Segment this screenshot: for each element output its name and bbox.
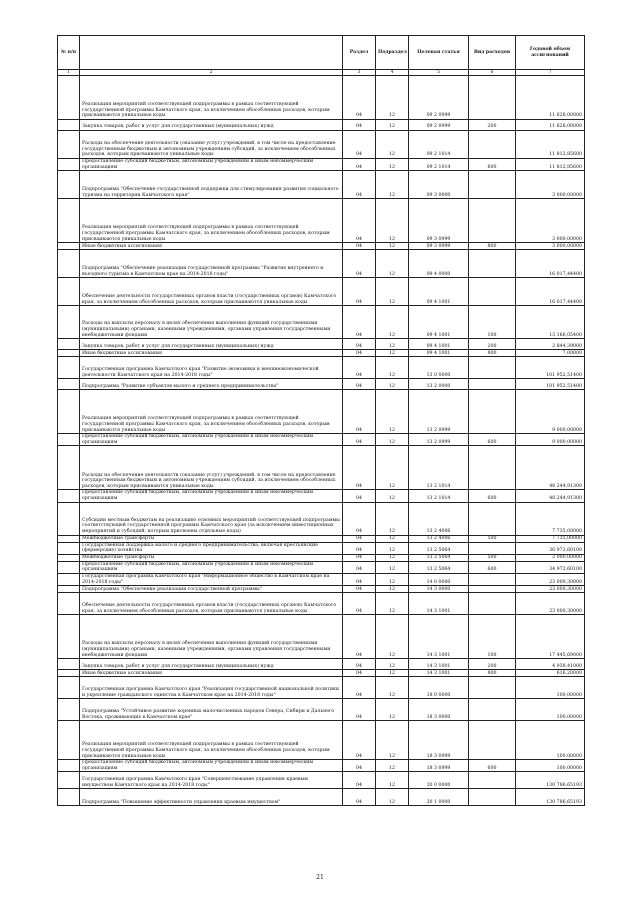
table-row [58, 199, 585, 243]
table-row [58, 554, 585, 561]
amount-cell: 101 952,51400 [516, 357, 585, 379]
podrazdel-cell: 12 [376, 772, 409, 789]
expense-type-cell: 200 [469, 120, 516, 131]
expense-type-cell: 800 [469, 243, 516, 250]
amount-cell: 3 000,00000 [516, 199, 585, 243]
expense-type-cell [469, 502, 516, 535]
expense-type-cell: 100 [469, 306, 516, 339]
target-article-cell: 09 2 1014 [409, 159, 469, 171]
num-cell [58, 699, 80, 721]
item-name: Предоставление субсидий бюджетным, автономным учреждениям и иным некоммерческим организациям [80, 760, 343, 772]
razdel-cell: 04 [343, 357, 376, 379]
razdel-cell: 04 [343, 171, 376, 199]
num-cell [58, 379, 80, 390]
podrazdel-cell: 12 [376, 490, 409, 502]
podrazdel-cell: 12 [376, 357, 409, 379]
column-number: 1 [58, 70, 80, 76]
item-name: Субсидии местным бюджетам на реализацию основных мероприятий соответствующей подпрограммы соответствующей государственной программы Камчатского края (за исключением инвестиционных мероприятий и субсидий, которым присвоены отдельные коды) [80, 502, 343, 535]
expense-type-cell: 600 [469, 760, 516, 772]
item-name: Государственная программа Камчатского края "Совершенствование управления краевым имуществом Камчатского края на 2014-2018 годы" [80, 772, 343, 789]
podrazdel-cell: 12 [376, 171, 409, 199]
num-cell [58, 615, 80, 659]
num-cell [58, 760, 80, 772]
razdel-cell: 04 [343, 760, 376, 772]
table-row [58, 593, 585, 615]
table-row [58, 76, 585, 120]
expense-type-cell [469, 76, 516, 120]
amount-cell: 48 244,91300 [516, 446, 585, 490]
razdel-cell: 04 [343, 159, 376, 171]
podrazdel-cell: 12 [376, 159, 409, 171]
num-cell [58, 535, 80, 542]
podrazdel-cell: 12 [376, 659, 409, 670]
amount-cell: 130 786,65193 [516, 772, 585, 789]
expense-type-cell: 500 [469, 535, 516, 542]
razdel-cell: 04 [343, 434, 376, 446]
item-name: Обеспечение деятельности государственных органов власти (государственных органов) Камчатского края, за исключением обособленных расходов, которым присваиваются уникальные коды [80, 278, 343, 306]
expense-type-cell [469, 573, 516, 585]
podrazdel-cell: 12 [376, 131, 409, 159]
table-row [58, 659, 585, 670]
podrazdel-cell: 12 [376, 502, 409, 535]
target-article-cell: 14 3 0000 [409, 586, 469, 593]
amount-cell: 11 628,00000 [516, 120, 585, 131]
item-name: Предоставление субсидий бюджетным, автономным учреждениям и иным некоммерческим организациям [80, 434, 343, 446]
podrazdel-cell: 12 [376, 350, 409, 357]
razdel-cell: 04 [343, 490, 376, 502]
razdel-cell: 04 [343, 586, 376, 593]
column-number: 7 [516, 70, 585, 76]
razdel-cell: 04 [343, 593, 376, 615]
podrazdel-cell: 12 [376, 593, 409, 615]
item-name: Подпрограмма "Обеспечение государственной поддержки для стимулирования развития социального туризма на территории Камчатского края" [80, 171, 343, 199]
podrazdel-cell: 12 [376, 760, 409, 772]
podrazdel-cell: 12 [376, 339, 409, 350]
amount-cell: 23 000,30000 [516, 586, 585, 593]
table-row [58, 561, 585, 573]
amount-cell: 36 972,60100 [516, 542, 585, 554]
num-cell [58, 120, 80, 131]
table-row [58, 434, 585, 446]
amount-cell: 23 000,30000 [516, 573, 585, 585]
table-row [58, 542, 585, 554]
podrazdel-cell: 12 [376, 789, 409, 806]
amount-cell: 34 972,60100 [516, 561, 585, 573]
expense-type-cell: 200 [469, 339, 516, 350]
razdel-cell: 04 [343, 278, 376, 306]
razdel-cell: 04 [343, 120, 376, 131]
header-num: № п/п [58, 36, 80, 70]
target-article-cell: 13 2 0000 [409, 379, 469, 390]
podrazdel-cell: 12 [376, 76, 409, 120]
podrazdel-cell: 12 [376, 243, 409, 250]
item-name: Расходы на выплаты персоналу в целях обеспечения выполнения функций государственными (муниципальными) органами, казенными учреждениями, органами управления государственными внебюджетными фондами [80, 306, 343, 339]
item-name: Государственная программа Камчатского края "Информационное общество в Камчатском крае на 2014-2018 годы" [80, 573, 343, 585]
table-row [58, 502, 585, 535]
expense-type-cell [469, 250, 516, 278]
expense-type-cell [469, 772, 516, 789]
amount-cell: 7 735,00000 [516, 502, 585, 535]
expense-type-cell: 200 [469, 659, 516, 670]
target-article-cell: 13 2 5064 [409, 542, 469, 554]
table-row [58, 615, 585, 659]
table-row [58, 490, 585, 502]
item-name: Закупка товаров, работ и услуг для государственных (муниципальных) нужд [80, 120, 343, 131]
table-row [58, 446, 585, 490]
podrazdel-cell: 12 [376, 677, 409, 699]
num-cell [58, 586, 80, 593]
column-number: 3 [343, 70, 376, 76]
target-article-cell: 13 2 0999 [409, 390, 469, 434]
expense-type-cell [469, 171, 516, 199]
podrazdel-cell: 12 [376, 434, 409, 446]
table-row [58, 789, 585, 806]
num-cell [58, 199, 80, 243]
table-row [58, 350, 585, 357]
table-row [58, 357, 585, 379]
item-name: Реализация мероприятий соответствующей подпрограммы в рамках соответствующей государственной программы Камчатского края, за исключением обособленных расходов, которым присваиваются уникальные коды [80, 390, 343, 434]
num-cell [58, 573, 80, 585]
amount-cell: 9 000,00000 [516, 434, 585, 446]
razdel-cell: 04 [343, 772, 376, 789]
item-name: Обеспечение деятельности государственных органов власти (государственных органов) Камчатского края, за исключением обособленных расходов, которым присваиваются уникальные коды [80, 593, 343, 615]
target-article-cell: 18 3 0999 [409, 721, 469, 760]
num-cell [58, 542, 80, 554]
item-name: Иные бюджетные ассигнования [80, 350, 343, 357]
table-row [58, 379, 585, 390]
expense-type-cell: 600 [469, 159, 516, 171]
target-article-cell: 13 2 4006 [409, 535, 469, 542]
table-row [58, 131, 585, 159]
target-article-cell: 13 0 0000 [409, 357, 469, 379]
amount-cell: 11 812,85600 [516, 159, 585, 171]
amount-cell: 130 786,65193 [516, 789, 585, 806]
num-cell [58, 490, 80, 502]
podrazdel-cell: 12 [376, 278, 409, 306]
expense-type-cell: 500 [469, 554, 516, 561]
podrazdel-cell: 12 [376, 670, 409, 677]
amount-cell: 2 000,00000 [516, 554, 585, 561]
item-name: Подпрограмма "Развитие субъектов малого и среднего предпринимательства" [80, 379, 343, 390]
target-article-cell: 13 2 5064 [409, 554, 469, 561]
target-article-cell: 14 3 1001 [409, 593, 469, 615]
num-cell [58, 131, 80, 159]
podrazdel-cell: 12 [376, 554, 409, 561]
expense-type-cell [469, 699, 516, 721]
item-name: Расходы на обеспечение деятельности (оказание услуг) учреждений, в том числе на предоставление государственным бюджетным и автономным учреждениям субсидий, за исключением обособленных расходов, которым присваиваются уникальные коды [80, 446, 343, 490]
table-header-row [58, 36, 585, 70]
item-name: Закупка товаров, работ и услуг для государственных (муниципальных) нужд [80, 339, 343, 350]
expense-type-cell [469, 586, 516, 593]
item-name: Предоставление субсидий бюджетным, автономным учреждениям и иным некоммерческим организациям [80, 561, 343, 573]
header-name [80, 36, 343, 70]
num-cell [58, 159, 80, 171]
expense-type-cell [469, 379, 516, 390]
num-cell [58, 278, 80, 306]
amount-cell: 16 017,44400 [516, 250, 585, 278]
razdel-cell: 04 [343, 390, 376, 434]
num-cell [58, 772, 80, 789]
budget-table [57, 35, 585, 806]
num-cell [58, 250, 80, 278]
podrazdel-cell: 12 [376, 199, 409, 243]
amount-cell: 9 000,00000 [516, 390, 585, 434]
razdel-cell: 04 [343, 131, 376, 159]
table-row [58, 278, 585, 306]
num-cell [58, 561, 80, 573]
razdel-cell: 04 [343, 659, 376, 670]
num-cell [58, 243, 80, 250]
razdel-cell: 04 [343, 573, 376, 585]
razdel-cell: 04 [343, 339, 376, 350]
table-row [58, 159, 585, 171]
expense-type-cell: 600 [469, 561, 516, 573]
expense-type-cell [469, 199, 516, 243]
target-article-cell: 13 2 1014 [409, 446, 469, 490]
razdel-cell: 04 [343, 670, 376, 677]
expense-type-cell [469, 789, 516, 806]
num-cell [58, 350, 80, 357]
num-cell [58, 171, 80, 199]
podrazdel-cell: 12 [376, 573, 409, 585]
razdel-cell: 04 [343, 306, 376, 339]
target-article-cell: 09 4 1001 [409, 339, 469, 350]
amount-cell: 48 244,91300 [516, 490, 585, 502]
razdel-cell: 04 [343, 76, 376, 120]
expense-type-cell [469, 131, 516, 159]
amount-cell: 13 166,05400 [516, 306, 585, 339]
num-cell [58, 554, 80, 561]
num-cell [58, 593, 80, 615]
razdel-cell: 04 [343, 699, 376, 721]
column-number: 4 [376, 70, 409, 76]
razdel-cell: 04 [343, 677, 376, 699]
num-cell [58, 670, 80, 677]
podrazdel-cell: 12 [376, 379, 409, 390]
target-article-cell: 20 1 0000 [409, 789, 469, 806]
podrazdel-cell: 12 [376, 542, 409, 554]
target-article-cell: 09 3 0999 [409, 199, 469, 243]
target-article-cell: 13 2 1014 [409, 490, 469, 502]
podrazdel-cell: 12 [376, 390, 409, 434]
num-cell [58, 677, 80, 699]
target-article-cell: 09 4 1001 [409, 350, 469, 357]
target-article-cell: 09 2 1014 [409, 131, 469, 159]
amount-cell: 3 000,00000 [516, 243, 585, 250]
column-number: 5 [409, 70, 469, 76]
table-row [58, 390, 585, 434]
num-cell [58, 502, 80, 535]
amount-cell: 100,00000 [516, 677, 585, 699]
item-name: Межбюджетные трансферты [80, 535, 343, 542]
amount-cell: 2 844,39000 [516, 339, 585, 350]
target-article-cell: 09 3 0000 [409, 171, 469, 199]
num-cell [58, 306, 80, 339]
table-row [58, 339, 585, 350]
razdel-cell: 04 [343, 615, 376, 659]
table-row [58, 699, 585, 721]
target-article-cell: 09 2 0999 [409, 76, 469, 120]
item-name: Расходы на выплаты персоналу в целях обеспечения выполнения функций государственными (муниципальными) органами, казенными учреждениями, органами управления государственными внебюджетными фондами [80, 615, 343, 659]
podrazdel-cell: 12 [376, 250, 409, 278]
target-article-cell: 18 3 0999 [409, 760, 469, 772]
table-row [58, 760, 585, 772]
item-name: Предоставление субсидий бюджетным, автономным учреждениям и иным некоммерческим организациям [80, 490, 343, 502]
header-razdel: Раздел [343, 36, 376, 70]
expense-type-cell [469, 721, 516, 760]
item-name: Иные бюджетные ассигнования [80, 243, 343, 250]
table-row [58, 772, 585, 789]
expense-type-cell [469, 677, 516, 699]
podrazdel-cell: 12 [376, 446, 409, 490]
target-article-cell: 18 3 0000 [409, 699, 469, 721]
amount-cell: 11 628,00000 [516, 76, 585, 120]
table-body [58, 76, 585, 806]
table-row [58, 535, 585, 542]
expense-type-cell: 100 [469, 615, 516, 659]
target-article-cell: 09 3 0999 [409, 243, 469, 250]
amount-cell: 100,00000 [516, 760, 585, 772]
target-article-cell: 09 4 1001 [409, 306, 469, 339]
podrazdel-cell: 12 [376, 535, 409, 542]
item-name: Реализация мероприятий соответствующей подпрограммы в рамках соответствующей государственной программы Камчатского края, за исключением обособленных расходов, которым присваиваются уникальные коды [80, 76, 343, 120]
item-name: Государственная программа Камчатского края "Реализация государственной национальной политики и укрепление гражданского единства в Камчатском крае на 2014-2018 годы" [80, 677, 343, 699]
table-row [58, 586, 585, 593]
num-cell [58, 789, 80, 806]
item-name: Государственная программа Камчатского края "Развитие экономики и внешнеэкономической деятельности Камчатского края на 2014-2018 годы" [80, 357, 343, 379]
item-name: Подпрограмма "Обеспечение реализации государственной программы "Развитие внутреннего и въездного туризма в Камчатском крае на 2014-2018 годы" [80, 250, 343, 278]
razdel-cell: 04 [343, 250, 376, 278]
target-article-cell: 20 0 0000 [409, 772, 469, 789]
razdel-cell: 04 [343, 199, 376, 243]
amount-cell: 100,00000 [516, 721, 585, 760]
num-cell [58, 721, 80, 760]
amount-cell: 4 938,41000 [516, 659, 585, 670]
num-cell [58, 659, 80, 670]
header-podrazdel: Подраздел [376, 36, 409, 70]
table-row [58, 250, 585, 278]
amount-cell: 23 000,30000 [516, 593, 585, 615]
expense-type-cell: 600 [469, 490, 516, 502]
razdel-cell: 04 [343, 502, 376, 535]
amount-cell: 7 735,00000 [516, 535, 585, 542]
header-amount: Годовой объем ассигнований [516, 36, 585, 70]
target-article-cell: 13 2 4006 [409, 502, 469, 535]
target-article-cell: 14 0 0000 [409, 573, 469, 585]
podrazdel-cell: 12 [376, 699, 409, 721]
amount-cell: 16 017,44400 [516, 278, 585, 306]
num-cell [58, 357, 80, 379]
page-number: 21 [316, 874, 324, 881]
target-article-cell: 14 3 1001 [409, 659, 469, 670]
table-row [58, 306, 585, 339]
expense-type-cell [469, 390, 516, 434]
razdel-cell: 04 [343, 379, 376, 390]
amount-cell: 3 000,00000 [516, 171, 585, 199]
podrazdel-cell: 12 [376, 120, 409, 131]
item-name: Предоставление субсидий бюджетным, автономным учреждениям и иным некоммерческим организациям [80, 159, 343, 171]
razdel-cell: 04 [343, 243, 376, 250]
item-name: Расходы на обеспечение деятельности (оказание услуг) учреждений, в том числе на предоставление государственным бюджетным и автономным учреждениям субсидий, за исключением обособленных расходов, которым присваиваются уникальные коды [80, 131, 343, 159]
podrazdel-cell: 12 [376, 586, 409, 593]
item-name: Подпрограмма "Обеспечение реализации государственной программы" [80, 586, 343, 593]
table-row [58, 721, 585, 760]
amount-cell: 100,00000 [516, 699, 585, 721]
num-cell [58, 339, 80, 350]
item-name: Подпрограмма "Устойчивое развитие коренных малочисленных народов Севера, Сибири и Дальнего Востока, проживающих в Камчатском крае" [80, 699, 343, 721]
razdel-cell: 04 [343, 446, 376, 490]
table-row [58, 243, 585, 250]
target-article-cell: 09 2 0999 [409, 120, 469, 131]
amount-cell: 101 952,51400 [516, 379, 585, 390]
item-name: Закупка товаров, работ и услуг для государственных (муниципальных) нужд [80, 659, 343, 670]
num-cell [58, 390, 80, 434]
razdel-cell: 04 [343, 721, 376, 760]
razdel-cell: 04 [343, 561, 376, 573]
target-article-cell: 09 4 0000 [409, 250, 469, 278]
table-row [58, 171, 585, 199]
target-article-cell: 13 2 0999 [409, 434, 469, 446]
target-article-cell: 13 2 5064 [409, 561, 469, 573]
item-name: Реализация мероприятий соответствующей подпрограммы в рамках соответствующей государственной программы Камчатского края, за исключением обособленных расходов, которым присваиваются уникальные коды [80, 199, 343, 243]
target-article-cell: 09 4 1001 [409, 278, 469, 306]
num-cell [58, 434, 80, 446]
column-number: 2 [80, 70, 343, 76]
item-name: Межбюджетные трансферты [80, 554, 343, 561]
amount-cell: 7,00000 [516, 350, 585, 357]
table-row [58, 120, 585, 131]
amount-cell: 11 812,85600 [516, 131, 585, 159]
table-row [58, 677, 585, 699]
target-article-cell: 14 3 1001 [409, 615, 469, 659]
expense-type-cell [469, 357, 516, 379]
num-cell [58, 76, 80, 120]
num-cell [58, 446, 80, 490]
expense-type-cell: 800 [469, 350, 516, 357]
podrazdel-cell: 12 [376, 306, 409, 339]
item-name: Подпрограмма "Повышение эффективности управления краевым имуществом" [80, 789, 343, 806]
item-name: Реализация мероприятий соответствующей подпрограммы в рамках соответствующей государственной программы Камчатского края, за исключением обособленных расходов, которым присваиваются уникальные коды [80, 721, 343, 760]
header-target: Целевая статья [409, 36, 469, 70]
table-row [58, 573, 585, 585]
podrazdel-cell: 12 [376, 561, 409, 573]
podrazdel-cell: 12 [376, 615, 409, 659]
razdel-cell: 04 [343, 789, 376, 806]
expense-type-cell: 600 [469, 434, 516, 446]
header-vid: Вид расходов [469, 36, 516, 70]
expense-type-cell [469, 446, 516, 490]
amount-cell: 616,20000 [516, 670, 585, 677]
podrazdel-cell: 12 [376, 721, 409, 760]
amount-cell: 17 445,69000 [516, 615, 585, 659]
target-article-cell: 14 3 1001 [409, 670, 469, 677]
column-number: 6 [469, 70, 516, 76]
razdel-cell: 04 [343, 350, 376, 357]
razdel-cell: 04 [343, 535, 376, 542]
table-row [58, 670, 585, 677]
razdel-cell: 04 [343, 542, 376, 554]
expense-type-cell: 800 [469, 670, 516, 677]
expense-type-cell [469, 278, 516, 306]
item-name: Государственная поддержка малого и среднего предпринимательства, включая крестьянские (фермерские) хозяйства [80, 542, 343, 554]
target-article-cell: 18 0 0000 [409, 677, 469, 699]
expense-type-cell [469, 593, 516, 615]
item-name: Иные бюджетные ассигнования [80, 670, 343, 677]
razdel-cell: 04 [343, 554, 376, 561]
expense-type-cell [469, 542, 516, 554]
